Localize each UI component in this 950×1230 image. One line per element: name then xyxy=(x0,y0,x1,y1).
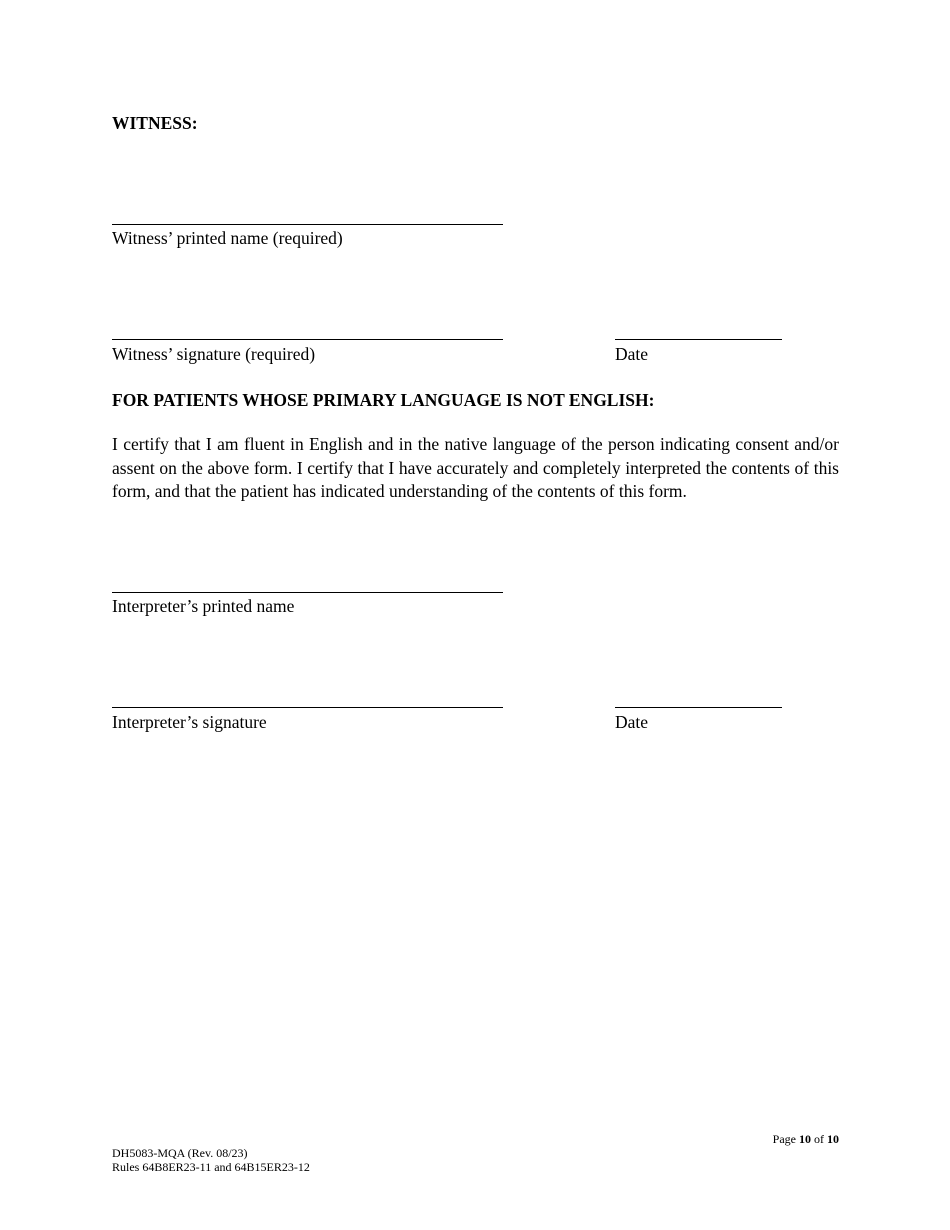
interpreter-date-label: Date xyxy=(615,712,649,732)
page-number-of: of xyxy=(811,1132,827,1146)
interpreter-certification-text: I certify that I am fluent in English and in the native language of the person indicating consent and/or assent on the above form. I certify that I have accurately and completely interpreted the contents of this form, and that the patient has indicated understanding of the contents of this form. xyxy=(112,434,839,501)
interpreter-signature-line[interactable] xyxy=(112,707,503,708)
witness-date-line[interactable] xyxy=(615,339,782,340)
page-number xyxy=(773,1132,839,1146)
page-number-total: 10 xyxy=(827,1132,839,1146)
interpreter-signature-label: Interpreter’s signature xyxy=(112,712,267,732)
witness-date-label: Date xyxy=(615,344,649,364)
interpreter-printed-name-label: Interpreter’s printed name xyxy=(112,596,295,616)
witness-printed-name-label: Witness’ printed name (required) xyxy=(112,228,343,248)
form-id: DH5083-MQA (Rev. 08/23) xyxy=(112,1146,248,1160)
witness-heading: WITNESS: xyxy=(112,113,198,133)
interpreter-date-line[interactable] xyxy=(615,707,782,708)
interpreter-printed-name-line[interactable] xyxy=(112,592,503,593)
witness-signature-label: Witness’ signature (required) xyxy=(112,344,316,364)
rules-reference: Rules 64B8ER23-11 and 64B15ER23-12 xyxy=(112,1160,310,1174)
page-number-current: 10 xyxy=(799,1132,811,1146)
page-number-prefix: Page xyxy=(772,1132,799,1146)
witness-signature-line[interactable] xyxy=(112,339,503,340)
interpreter-section-heading: FOR PATIENTS WHOSE PRIMARY LANGUAGE IS NOT ENGLISH: xyxy=(112,390,655,410)
witness-printed-name-line[interactable] xyxy=(112,224,503,225)
